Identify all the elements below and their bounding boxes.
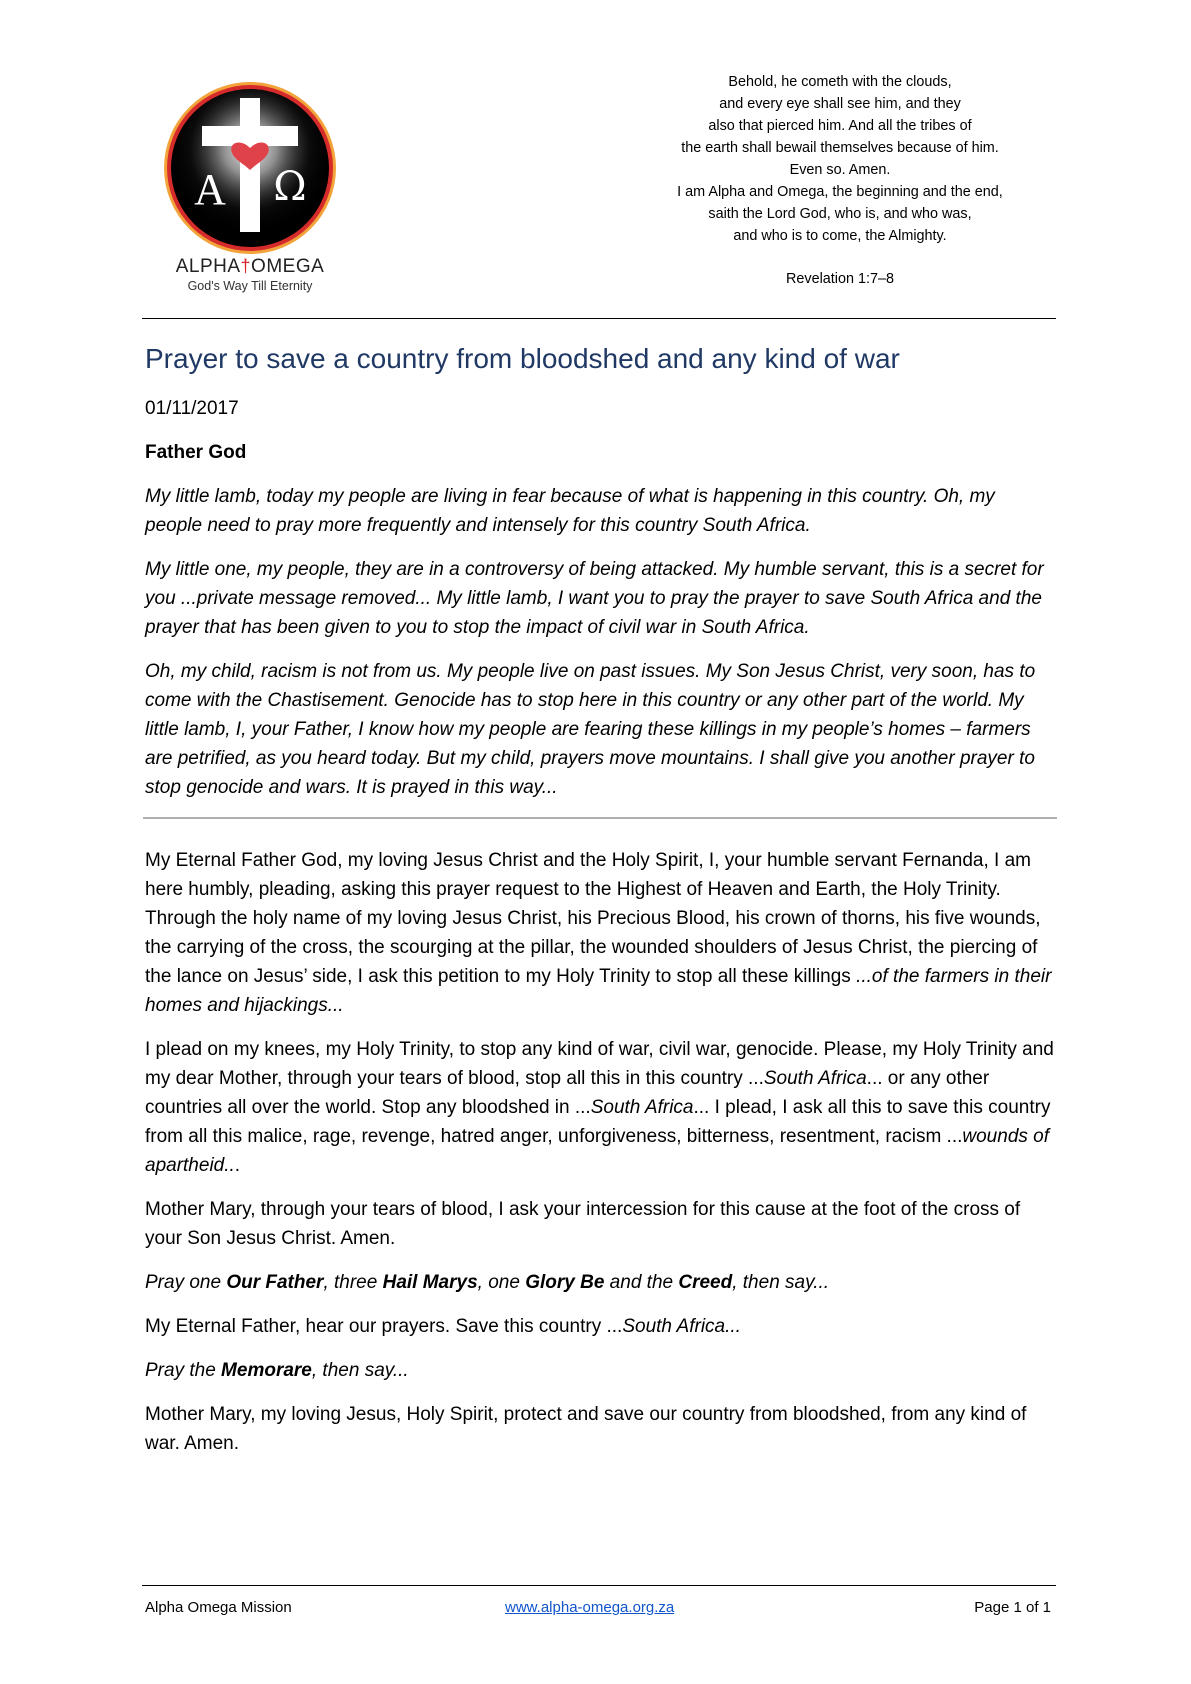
instruction-text: Pray one [145, 1272, 227, 1293]
prayer-text: My Eternal Father God, my loving Jesus Christ and the Holy Spirit, I, your humble servant Fernanda, I am here humbly, pleading, asking this prayer request to the Highest of Heaven and Earth, the Holy Trinity. Through the holy name of my loving Jesus Christ, his Precious Blood, his crown of thorns, his five wounds, the carrying of the cross, the scourging at the pillar, the wounded shoulders of Jesus Christ, the piercing of the lance on Jesus’ side, I ask this petition to my Holy Trinity to stop all these killings [145, 850, 1041, 987]
logo-emblem-icon [160, 80, 340, 255]
message-paragraph: Oh, my child, racism is not from us. My people live on past issues. My Son Jesus Christ, very soon, has to come with the Chastisement. Genocide has to stop here in this country or any other part of the world. My little lamb, I, your Father, I know how my people are fearing these killings in my people’s homes – farmers are petrified, as you heard today. But my child, prayers move mountains. I shall give you another prayer to stop genocide and wars. It is prayed in this way... [145, 661, 1036, 798]
prayer-text: I plead on my knees, my Holy Trinity, to stop any kind of war, civil war, genocide. Please, my Holy Trinity and my dear Mother, through your tears of blood, stop all this in this country ... [145, 1039, 1054, 1089]
instruction-text: and the [604, 1272, 679, 1293]
prayer-name: Hail Marys [382, 1272, 478, 1293]
logo-name [160, 256, 340, 278]
verse-line: also that pierced him. And all the tribes of [708, 118, 972, 134]
prayer-text: My Eternal Father, hear our prayers. Save this country ... [145, 1316, 623, 1337]
verse-line: Behold, he cometh with the clouds, [728, 74, 952, 90]
logo-letter-alpha: A [194, 165, 226, 214]
verse-line: and every eye shall see him, and they [719, 96, 961, 112]
document-date: 01/11/2017 [145, 398, 239, 419]
speaker-heading: Father God [145, 442, 247, 463]
verse-line: the earth shall bewail themselves because of him. [681, 140, 999, 156]
prayer-italic-text: South Africa... [622, 1316, 741, 1337]
prayer-text: ... or any other countries all over the world. Stop any bloodshed in ... [145, 1068, 990, 1118]
instruction-text: , then say... [732, 1272, 830, 1293]
instruction-text: Pray the [145, 1360, 222, 1381]
scripture-verse [640, 71, 1040, 247]
prayer-instruction [145, 1356, 1057, 1385]
prayer-paragraph: Mother Mary, my loving Jesus, Holy Spirit, protect and save our country from bloodshed, from any kind of war. Amen. [145, 1404, 1027, 1454]
logo-tagline: God's Way Till Eternity [187, 279, 313, 293]
prayer-italic-text: wounds of apartheid.. [145, 1126, 1050, 1176]
verse-line: saith the Lord God, who is, and who was, [708, 206, 972, 222]
logo-cross-glyph: † [240, 256, 252, 276]
page-title: Prayer to save a country from bloodshed and any kind of war [145, 343, 900, 374]
prayer-instruction [145, 1268, 1057, 1297]
instruction-text: , then say... [311, 1360, 409, 1381]
verse-reference: Revelation 1:7–8 [785, 271, 894, 287]
prayer-name: Memorare [221, 1360, 312, 1381]
footer-website-link[interactable]: www.alpha-omega.org.za [505, 1599, 675, 1616]
verse-line: I am Alpha and Omega, the beginning and the end, [677, 184, 1003, 200]
verse-line: and who is to come, the Almighty. [733, 228, 947, 244]
message-paragraph: My little lamb, today my people are living in fear because of what is happening in this country. Oh, my people need to pray more frequently and intensely for this country South Africa. [145, 486, 995, 536]
prayer-paragraph [145, 1312, 1057, 1341]
document-body [145, 335, 1057, 1473]
footer-page-number: Page 1 of 1 [974, 1599, 1051, 1616]
prayer-italic-text: South Africa [763, 1068, 867, 1089]
prayer-text: ... I plead, I ask all this to save this country from all this malice, rage, revenge, hatred anger, unforgiveness, bitterness, resentment, racism ... [145, 1097, 1051, 1147]
instruction-text: , one [477, 1272, 526, 1293]
alpha-omega-logo [160, 80, 340, 300]
prayer-name: Our Father [226, 1272, 324, 1293]
logo-name-alpha: ALPHA [175, 256, 241, 277]
prayer-name: Creed [678, 1272, 733, 1293]
prayer-italic-text: South Africa [590, 1097, 694, 1118]
logo-name-omega: OMEGA [251, 256, 325, 277]
verse-line: Even so. Amen. [789, 162, 891, 178]
logo-letter-omega: Ω [273, 164, 307, 210]
prayer-paragraph: Mother Mary, through your tears of blood, I ask your intercession for this cause at the foot of the cross of your Son Jesus Christ. Amen. [145, 1199, 1021, 1249]
footer-organization: Alpha Omega Mission [145, 1599, 292, 1616]
prayer-italic-text: ...of the farmers in their homes and hijackings... [145, 966, 1052, 1016]
footer-divider [142, 1585, 1056, 1586]
instruction-text: , three [323, 1272, 383, 1293]
message-paragraph: My little one, my people, they are in a controversy of being attacked. My humble servant, this is a secret for you ...private message removed... My little lamb, I want you to pray the prayer to save South Africa and the prayer that has been given to you to stop the impact of civil war in South Africa. [145, 559, 1044, 638]
prayer-name: Glory Be [525, 1272, 605, 1293]
prayer-paragraph [145, 846, 1057, 1020]
prayer-text: . [234, 1155, 241, 1176]
section-divider [143, 817, 1057, 819]
header-divider [142, 318, 1056, 319]
prayer-paragraph [145, 1035, 1057, 1180]
